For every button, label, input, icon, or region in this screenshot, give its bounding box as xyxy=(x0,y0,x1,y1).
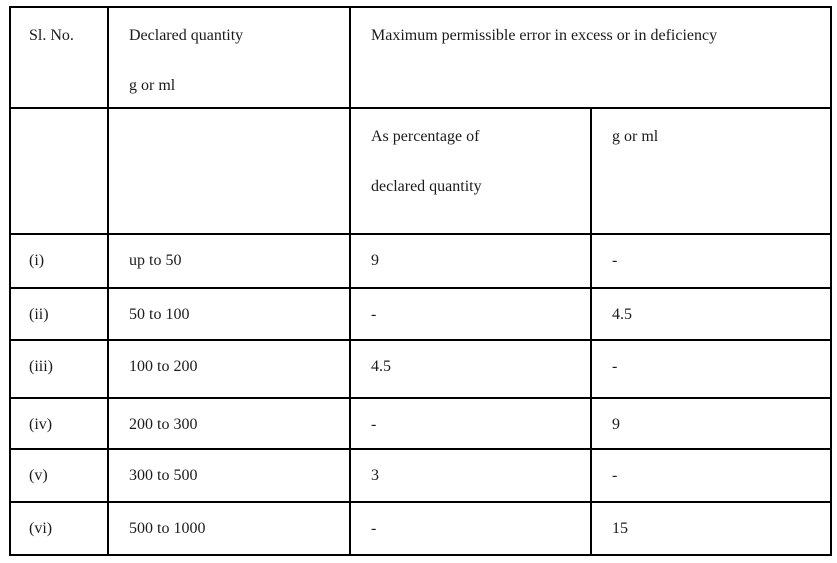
cell-declared-quantity: 50 to 100 xyxy=(108,288,350,340)
header-sl-no-label: Sl. No. xyxy=(29,27,74,44)
table-row xyxy=(10,234,831,288)
table-row xyxy=(10,340,831,398)
header-empty-sl-no xyxy=(10,108,108,234)
cell-declared-quantity: 300 to 500 xyxy=(108,449,350,502)
table-row xyxy=(10,449,831,502)
header-as-percentage-line2: declared quantity xyxy=(371,178,482,195)
cell-sl-no: (iii) xyxy=(10,340,108,398)
header-declared-quantity-line1: Declared quantity xyxy=(129,27,244,44)
permissible-error-table-container xyxy=(9,6,832,556)
cell-sl-no: (vi) xyxy=(10,502,108,555)
header-empty-declared-quantity xyxy=(108,108,350,234)
header-max-permissible-error-label: Maximum permissible error in excess or in deficiency xyxy=(371,27,718,44)
cell-sl-no: (ii) xyxy=(10,288,108,340)
cell-sl-no: (iv) xyxy=(10,398,108,449)
table-row xyxy=(10,502,831,555)
header-max-permissible-error xyxy=(350,7,831,108)
header-as-percentage-line1: As percentage of xyxy=(371,128,480,145)
cell-error-percentage: - xyxy=(350,288,591,340)
permissible-error-table xyxy=(9,6,832,556)
cell-error-g-or-ml: 15 xyxy=(591,502,831,555)
cell-declared-quantity: 500 to 1000 xyxy=(108,502,350,555)
cell-declared-quantity: 200 to 300 xyxy=(108,398,350,449)
cell-error-g-or-ml: 9 xyxy=(591,398,831,449)
cell-sl-no: (i) xyxy=(10,234,108,288)
cell-declared-quantity: up to 50 xyxy=(108,234,350,288)
cell-error-g-or-ml: - xyxy=(591,449,831,502)
cell-error-g-or-ml: 4.5 xyxy=(591,288,831,340)
header-declared-quantity-line2: g or ml xyxy=(129,77,176,94)
table-header-row-2 xyxy=(10,108,831,234)
cell-error-percentage: - xyxy=(350,502,591,555)
header-as-percentage xyxy=(350,108,591,234)
table-header-row-1 xyxy=(10,7,831,108)
cell-error-percentage: 3 xyxy=(350,449,591,502)
table-row xyxy=(10,288,831,340)
cell-error-g-or-ml: - xyxy=(591,234,831,288)
cell-error-percentage: 4.5 xyxy=(350,340,591,398)
table-row xyxy=(10,398,831,449)
cell-declared-quantity: 100 to 200 xyxy=(108,340,350,398)
cell-error-g-or-ml: - xyxy=(591,340,831,398)
header-g-or-ml xyxy=(591,108,831,234)
header-g-or-ml-label: g or ml xyxy=(612,128,659,145)
cell-error-percentage: 9 xyxy=(350,234,591,288)
header-sl-no xyxy=(10,7,108,108)
header-declared-quantity xyxy=(108,7,350,108)
cell-error-percentage: - xyxy=(350,398,591,449)
cell-sl-no: (v) xyxy=(10,449,108,502)
